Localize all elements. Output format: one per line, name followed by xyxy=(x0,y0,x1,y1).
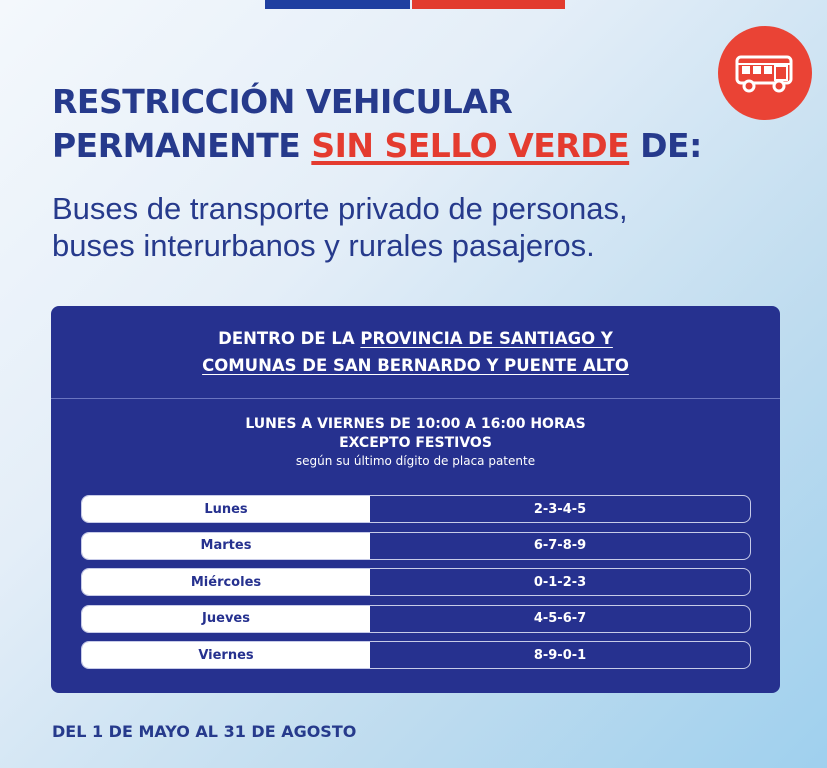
table-row xyxy=(81,568,751,596)
area-line-2: COMUNAS DE SAN BERNARDO Y PUENTE ALTO xyxy=(202,356,629,375)
title-line-2-start: PERMANENTE xyxy=(52,126,312,165)
title-line-1: RESTRICCIÓN VEHICULAR xyxy=(52,82,513,121)
title-line-2-end: DE: xyxy=(629,126,702,165)
day-cell: Miércoles xyxy=(82,569,370,595)
area-line-1: PROVINCIA DE SANTIAGO Y xyxy=(360,329,613,348)
table-row xyxy=(81,495,751,523)
digits-cell: 8-9-0-1 xyxy=(533,647,587,663)
area-heading xyxy=(51,306,780,399)
day-cell: Lunes xyxy=(82,496,370,522)
flag-bar-red xyxy=(412,0,565,9)
digits-cell: 2-3-4-5 xyxy=(533,501,587,517)
area-prefix: DENTRO DE LA xyxy=(218,329,361,348)
restriction-table xyxy=(81,495,751,678)
day-cell: Martes xyxy=(82,533,370,559)
table-row xyxy=(81,605,751,633)
date-range: DEL 1 DE MAYO AL 31 DE AGOSTO xyxy=(52,722,357,741)
subtitle-line-2: buses interurbanos y rurales pasajeros. xyxy=(52,228,595,263)
plate-note: según su último dígito de placa patente xyxy=(295,454,536,468)
digits-cell: 6-7-8-9 xyxy=(533,538,587,553)
subtitle xyxy=(52,190,752,264)
exception-text: EXCEPTO FESTIVOS xyxy=(339,435,492,451)
subtitle-line-1: Buses de transporte privado de personas, xyxy=(52,191,628,226)
table-row xyxy=(81,641,751,669)
digits-cell: 0-1-2-3 xyxy=(533,574,587,590)
digits-cell: 4-5-6-7 xyxy=(533,611,587,626)
page-title xyxy=(52,80,702,168)
bus-badge xyxy=(718,26,812,120)
day-cell: Jueves xyxy=(82,606,370,632)
schedule-block xyxy=(51,415,780,470)
restriction-card xyxy=(51,306,780,693)
day-cell: Viernes xyxy=(82,642,370,668)
title-highlight: SIN SELLO VERDE xyxy=(311,126,630,165)
schedule-text: LUNES A VIERNES DE 10:00 A 16:00 HORAS xyxy=(245,416,586,432)
bus-icon xyxy=(734,52,796,94)
flag-bar-blue xyxy=(265,0,410,9)
table-row xyxy=(81,532,751,560)
